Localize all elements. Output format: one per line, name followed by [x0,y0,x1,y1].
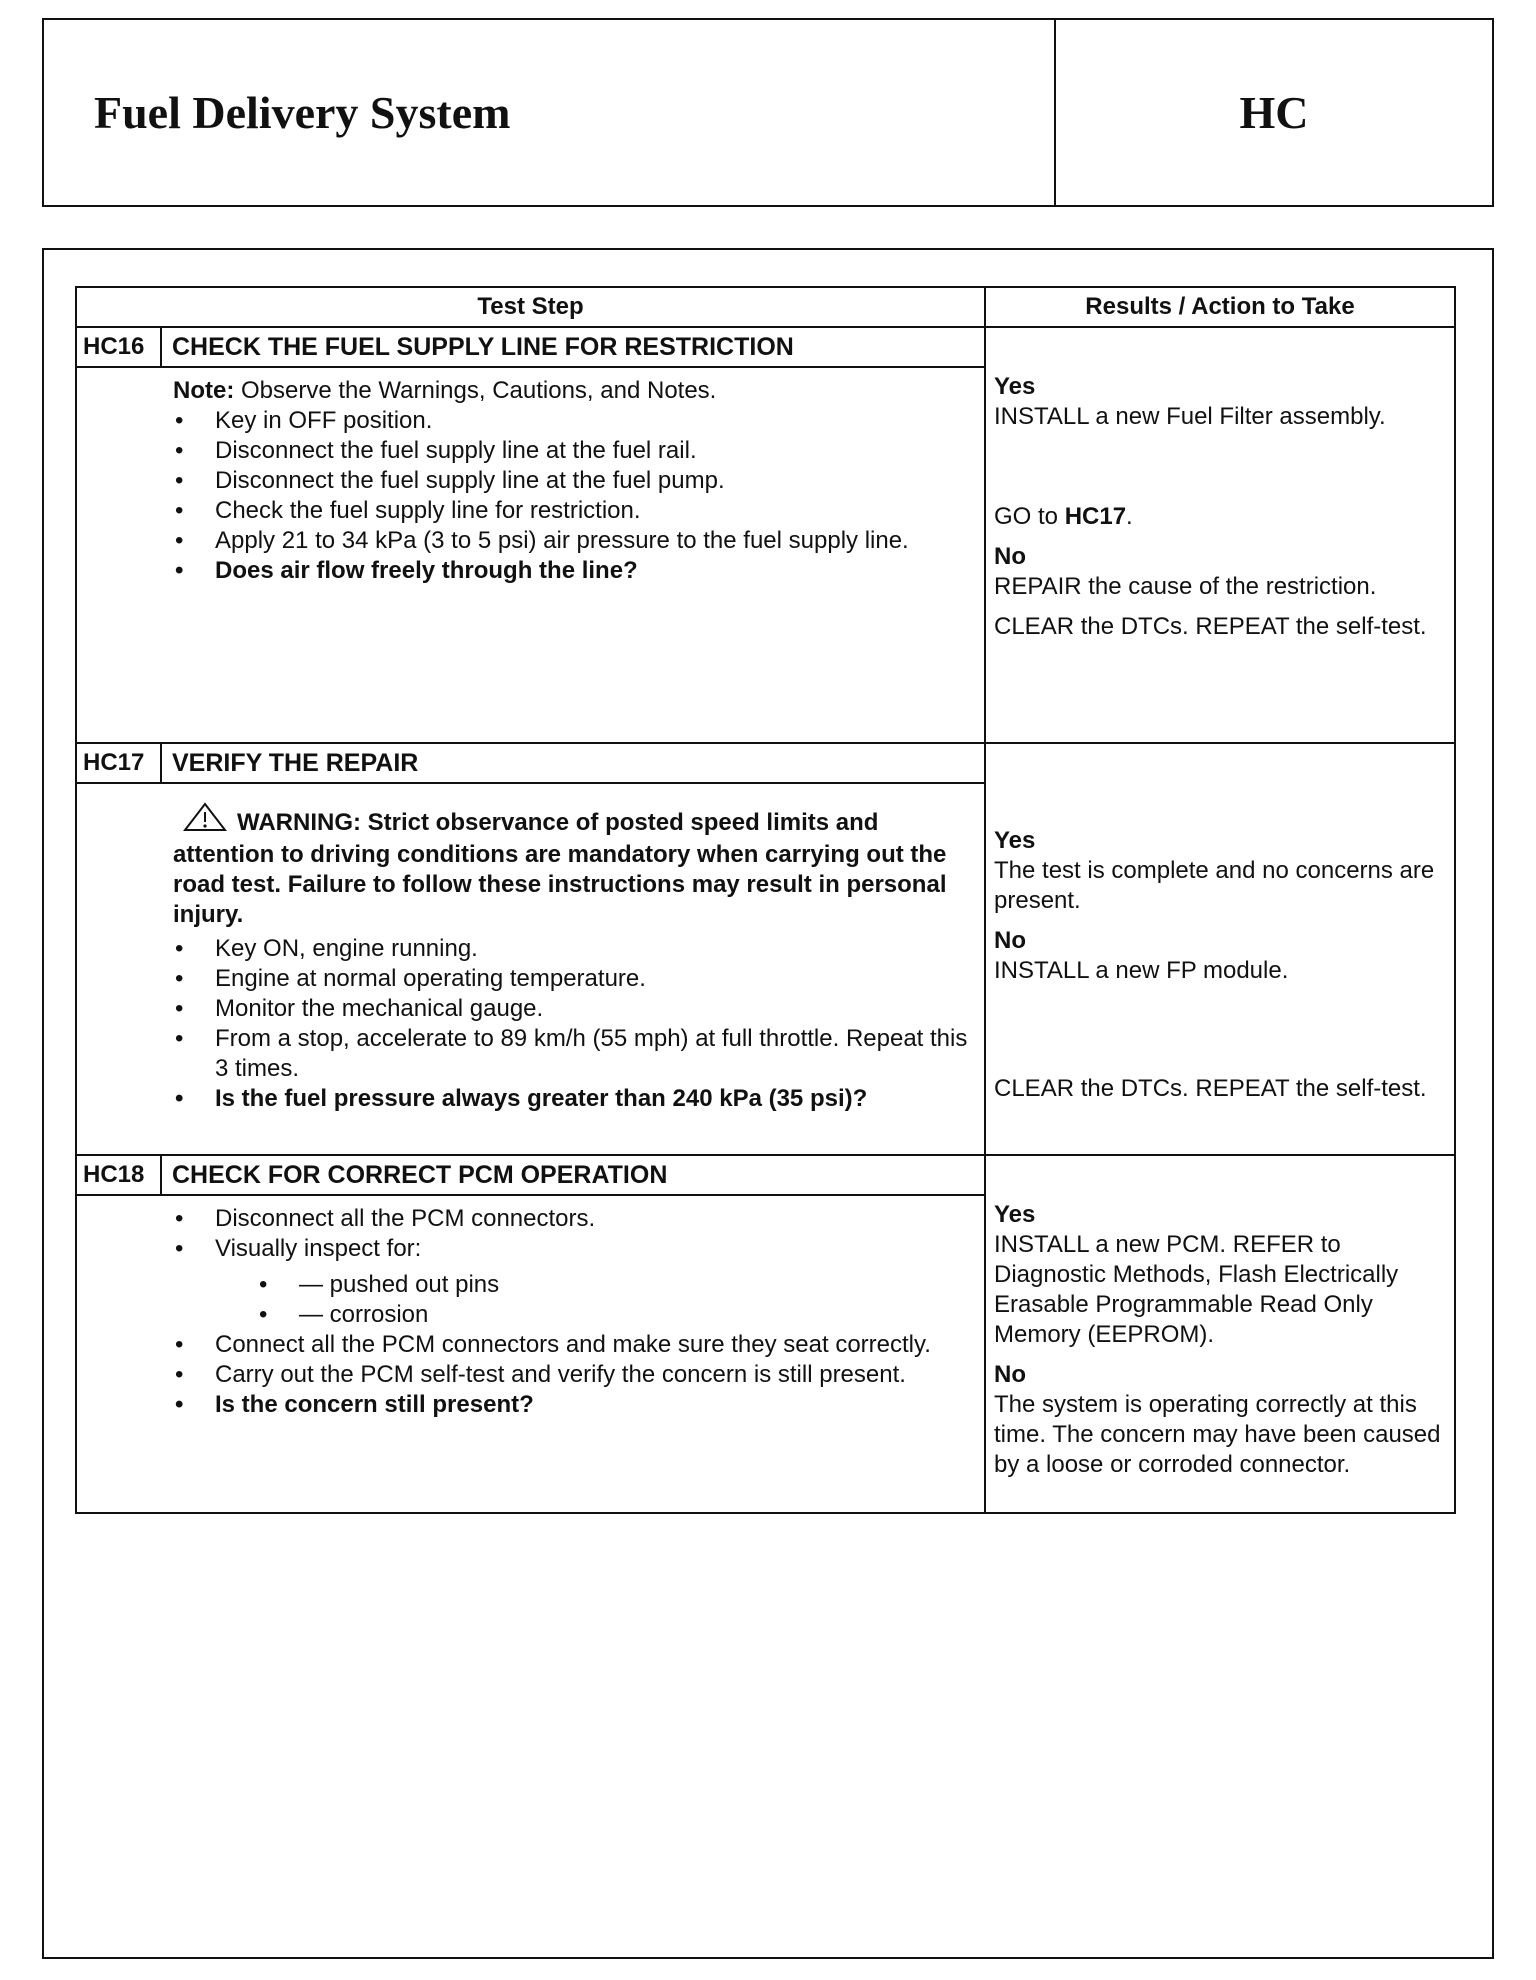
col-header-test-step: Test Step [76,287,985,327]
step-title: CHECK FOR CORRECT PCM OPERATION [161,1155,985,1195]
step-id: HC16 [76,327,161,367]
goto-action: GO to HC17. [994,503,1133,530]
step-id: HC18 [76,1155,161,1195]
col-header-results: Results / Action to Take [985,287,1455,327]
warning-triangle-icon [183,802,227,840]
note-label: Note: [173,377,235,404]
list-item: • Monitor the mechanical gauge. [173,994,974,1024]
yes-action: INSTALL a new Fuel Filter assembly. [994,403,1386,430]
yes-action: The test is complete and no concerns are present. [994,857,1435,914]
list-item: • Apply 21 to 34 kPa (3 to 5 psi) air pressure to the fuel supply line. [173,526,974,556]
step-title-row [76,743,1455,783]
step-results [985,327,1455,743]
note-text: Observe the Warnings, Cautions, and Notes. [234,377,717,404]
step-instructions [173,1204,974,1420]
list-item: • Visually inspect for: • — pushed out pins • — corrosion [173,1234,974,1330]
step-title: CHECK THE FUEL SUPPLY LINE FOR RESTRICTION [161,327,985,367]
list-item: • Connect all the PCM connectors and make sure they seat correctly. [173,1330,974,1360]
list-item: • Disconnect all the PCM connectors. [173,1204,974,1234]
no-action: INSTALL a new FP module. [994,957,1289,984]
sub-list [215,1270,974,1330]
table-header-row [76,287,1455,327]
list-item: • Engine at normal operating temperature. [173,964,974,994]
diagnostic-table [75,286,1456,1514]
step-title: VERIFY THE REPAIR [161,743,985,783]
list-item: • Key ON, engine running. [173,934,974,964]
section-title: Fuel Delivery System [44,20,1056,205]
page-header [42,18,1494,207]
no-label: No [994,927,1026,954]
section-code: HC [1239,87,1309,138]
step-title-row [76,327,1455,367]
list-item: • Disconnect the fuel supply line at the fuel rail. [173,436,974,466]
step-question: • Is the fuel pressure always greater than 240 kPa (35 psi)? [173,1084,974,1114]
list-item: • Key in OFF position. [173,406,974,436]
step-body [76,783,985,1155]
no-label: No [994,543,1026,570]
yes-label: Yes [994,1201,1036,1228]
list-item: • Carry out the PCM self-test and verify the concern is still present. [173,1360,974,1390]
no-label: No [994,1361,1026,1388]
list-item: • From a stop, accelerate to 89 km/h (55 mph) at full throttle. Repeat this 3 times. [173,1024,974,1084]
goto-link[interactable]: HC17 [1064,503,1127,530]
step-body [76,367,985,743]
step-instructions [173,934,974,1114]
step-body [76,1195,985,1513]
list-item: • Disconnect the fuel supply line at the fuel pump. [173,466,974,496]
yes-label: Yes [994,827,1036,854]
no-action-2: CLEAR the DTCs. REPEAT the self-test. [994,613,1427,640]
no-action: The system is operating correctly at this time. The concern may have been caused by a loose or corroded connector. [994,1391,1441,1478]
no-action: REPAIR the cause of the restriction. [994,573,1377,600]
step-id: HC17 [76,743,161,783]
step-results [985,1155,1455,1513]
list-item: • Check the fuel supply line for restriction. [173,496,974,526]
step-results [985,743,1455,1155]
no-action-2: CLEAR the DTCs. REPEAT the self-test. [994,1075,1427,1102]
yes-label: Yes [994,373,1036,400]
yes-action: INSTALL a new PCM. REFER to Diagnostic Methods, Flash Electrically Erasable Programmable Read Only Memory (EEPROM). [994,1231,1399,1348]
warning-text: WARNING: Strict observance of posted speed limits and attention to driving conditions are mandatory when carrying out the road test. Failure to follow these instructions may result in personal injury. [173,802,974,930]
step-question: • Is the concern still present? [173,1390,974,1420]
step-title-row [76,1155,1455,1195]
step-instructions [173,406,974,586]
sub-list-item: • — pushed out pins [257,1270,974,1300]
step-question: • Does air flow freely through the line? [173,556,974,586]
sub-list-item: • — corrosion [257,1300,974,1330]
note [173,376,974,406]
